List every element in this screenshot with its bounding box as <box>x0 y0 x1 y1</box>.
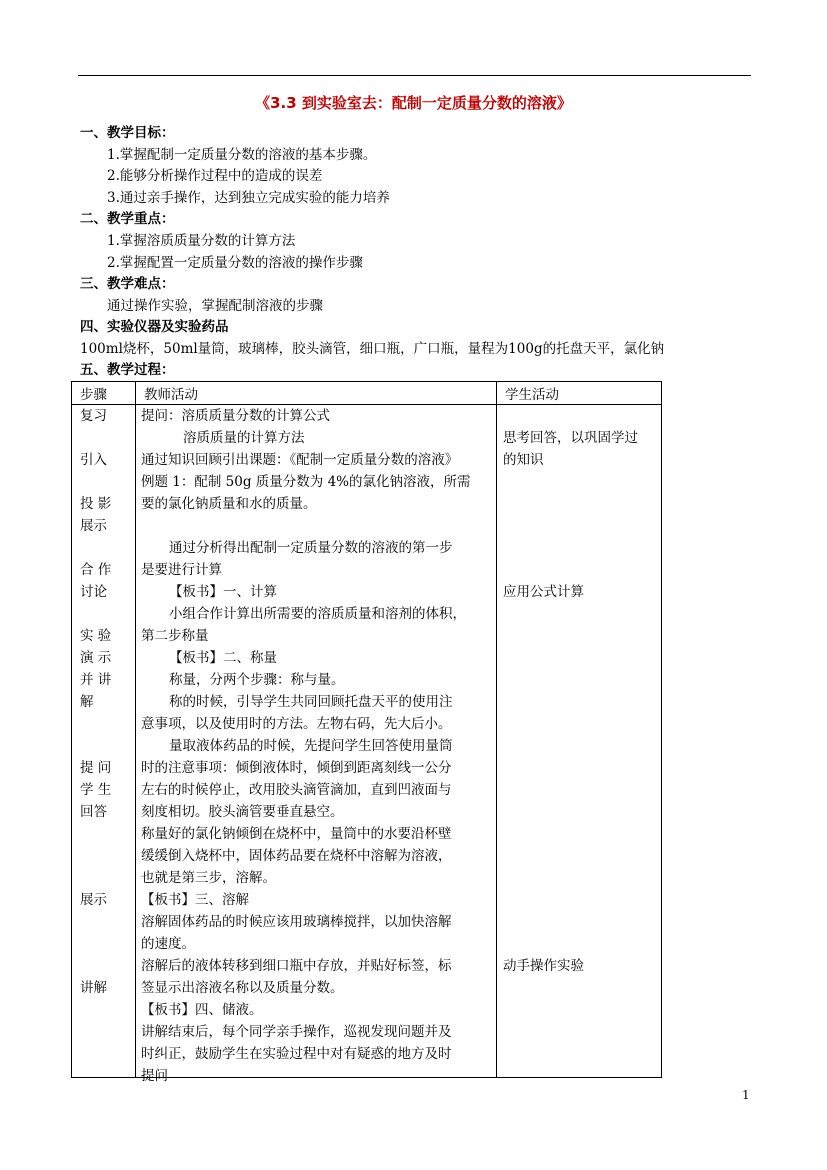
teacher-line: 称量好的氯化钠倾倒在烧杯中，量筒中的水要沿杯壁 <box>141 826 452 842</box>
teacher-line: 通过知识回顾引出课题：《配制一定质量分数的溶液》 <box>141 452 459 468</box>
step-label: 展示 <box>80 518 107 534</box>
teacher-line: 讲解结束后，每个同学亲手操作，巡视发现问题并及 <box>141 1024 452 1040</box>
document-title: 《3.3 到实验室去：配制一定质量分数的溶液》 <box>255 94 572 112</box>
header-rule <box>78 75 751 76</box>
step-label: 引入 <box>80 452 107 468</box>
teacher-line: 缓缓倒入烧杯中，固体药品要在烧杯中溶解为溶液， <box>141 848 452 864</box>
key-heading: 二、教学重点： <box>80 211 175 227</box>
goal-item: 2.能够分析操作过程中的造成的误差 <box>107 168 323 184</box>
goal-item: 3.通过亲手操作，达到独立完成实验的能力培养 <box>107 190 390 206</box>
teacher-line: 溶解后的液体转移到细口瓶中存放，并贴好标签，标 <box>141 958 452 974</box>
teacher-line: 左右的时候停止，改用胶头滴管滴加，直到凹液面与 <box>141 782 452 798</box>
teacher-line: 【板书】二、称量 <box>169 650 277 666</box>
teacher-line: 【板书】一、计算 <box>169 584 277 600</box>
teacher-line: 是要进行计算 <box>141 562 222 578</box>
teacher-cell <box>136 405 496 1084</box>
teacher-line: 的速度。 <box>141 936 195 952</box>
teacher-line: 溶质质量的计算方法 <box>183 430 305 446</box>
step-label: 讨论 <box>80 584 107 600</box>
teacher-line: 刻度相切。胶头滴管要垂直悬空。 <box>141 804 344 820</box>
goals-heading: 一、教学目标： <box>80 125 175 141</box>
key-item: 1.掌握溶质质量分数的计算方法 <box>107 233 296 249</box>
teacher-line: 称量，分两个步骤：称与量。 <box>169 672 345 688</box>
teacher-line: 时的注意事项：倾倒液体时，倾倒到距离刻线一公分 <box>141 760 452 776</box>
student-line: 动手操作实验 <box>503 958 584 974</box>
header-teacher: 教师活动 <box>136 382 497 405</box>
student-line: 的知识 <box>503 452 544 468</box>
teacher-line: 第二步称量 <box>141 628 209 644</box>
teacher-line: 例题 1：配制 50g 质量分数为 4%的氯化钠溶液，所需 <box>141 474 471 490</box>
step-label: 并 讲 <box>80 672 112 688</box>
step-label: 实 验 <box>80 628 112 644</box>
teacher-line: 【板书】三、溶解 <box>141 892 249 908</box>
teacher-line: 要的氯化钠质量和水的质量。 <box>141 496 317 512</box>
step-label: 学 生 <box>80 782 112 798</box>
step-label: 展示 <box>80 892 107 908</box>
student-cell <box>497 405 661 1077</box>
header-step: 步骤 <box>72 382 136 405</box>
teacher-line: 【板书】四、储液。 <box>141 1002 263 1018</box>
process-table <box>71 381 662 1084</box>
teacher-line: 小组合作计算出所需要的溶质质量和溶剂的体积， <box>169 606 466 622</box>
teacher-line: 时纠正，鼓励学生在实验过程中对有疑惑的地方及时 <box>141 1046 452 1062</box>
teacher-line: 通过分析得出配制一定质量分数的溶液的第一步 <box>169 540 453 556</box>
student-line: 应用公式计算 <box>503 584 584 600</box>
teacher-line: 提问 <box>141 1068 168 1084</box>
difficult-text: 通过操作实验，掌握配制溶液的步骤 <box>107 298 323 314</box>
step-label: 解 <box>80 694 94 710</box>
step-label: 投 影 <box>80 496 112 512</box>
equipment-heading: 四、实验仪器及实验药品 <box>80 319 229 335</box>
teacher-line: 签显示出溶液名称以及质量分数。 <box>141 980 344 996</box>
step-label: 合 作 <box>80 562 112 578</box>
steps-cell <box>72 405 135 1077</box>
key-item: 2.掌握配置一定质量分数的溶液的操作步骤 <box>107 255 363 271</box>
student-line: 思考回答，以巩固学过 <box>503 430 638 446</box>
header-student: 学生活动 <box>497 382 662 405</box>
teacher-line: 提问：溶质质量分数的计算公式 <box>141 408 330 424</box>
step-label: 演 示 <box>80 650 112 666</box>
teacher-line: 也就是第三步，溶解。 <box>141 870 276 886</box>
teacher-line: 意事项，以及使用时的方法。左物右码，先大后小。 <box>141 716 452 732</box>
teacher-line: 量取液体药品的时候，先提问学生回答使用量筒 <box>169 738 453 754</box>
process-heading: 五、教学过程： <box>80 362 175 378</box>
goal-item: 1.掌握配制一定质量分数的溶液的基本步骤。 <box>107 147 377 163</box>
step-label: 复习 <box>80 408 107 424</box>
teacher-line: 溶解固体药品的时候应该用玻璃棒搅拌，以加快溶解 <box>141 914 452 930</box>
teacher-line: 称的时候，引导学生共同回顾托盘天平的使用注 <box>169 694 453 710</box>
step-label: 提 问 <box>80 760 112 776</box>
equipment-text: 100ml烧杯，50ml量筒，玻璃棒，胶头滴管，细口瓶，广口瓶，量程为100g的托盘天平，氯化钠 <box>80 341 665 357</box>
step-label: 回答 <box>80 804 107 820</box>
step-label: 讲解 <box>80 980 107 996</box>
difficult-heading: 三、教学难点： <box>80 276 175 292</box>
page-number: 1 <box>742 1088 750 1102</box>
